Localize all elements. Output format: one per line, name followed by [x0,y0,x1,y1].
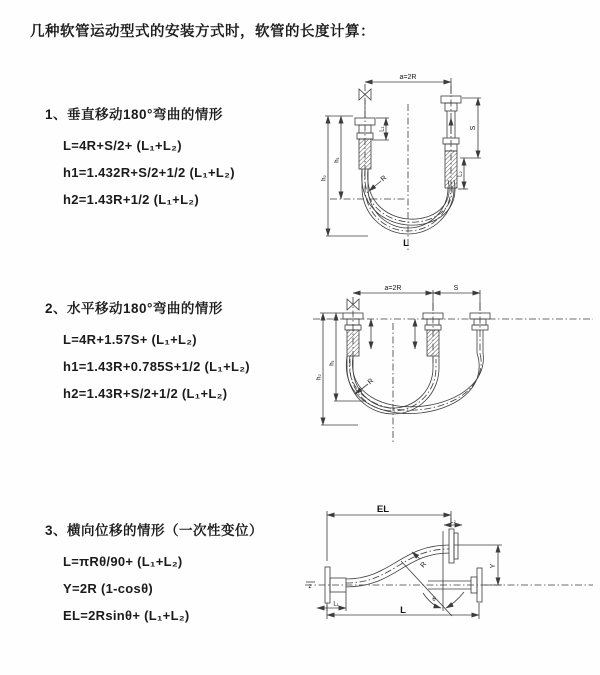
braided-hose-end [445,151,457,188]
dim-label-theta: θ [432,597,436,603]
dim-label-h1: h₁ [334,157,341,163]
dim-label-y: Y [490,563,497,569]
section-3-formula-EL: EL=2Rsinθ+ (L₁+L₂) [63,608,190,623]
section-1-formula-L: L=4R+S/2+ (L₁+L₂) [63,138,182,153]
braided-hose-end [427,330,439,356]
braided-hose-end [347,330,359,356]
dim-label-l2: L₂ [450,518,456,525]
diagram-vertical-180-bend [308,68,598,258]
section-2-formula-h2: h2=1.43R+S/2+1/2 (L₁+L₂) [63,386,228,401]
dim-label-h1: h₁ [329,360,336,366]
section-3-formula-L: L=πRθ/90+ (L₁+L₂) [63,554,183,569]
section-3-heading: 3、横向位移的情形（一次性变位） [45,523,264,538]
dim-label-l1: L₁ [379,126,386,132]
section-2-heading: 2、水平移动180°弯曲的情形 [45,301,223,316]
dim-label-l: L [403,238,409,249]
section-2-formula-h1: h1=1.43R+0.785S+1/2 (L₁+L₂) [63,359,250,374]
dim-label-h2: h₂ [316,374,323,380]
diagram-lateral-displacement [303,503,598,653]
section-3-formula-Y: Y=2R (1-cosθ) [63,581,154,596]
dim-label-l: L [400,605,406,616]
dim-label-r: R [379,174,389,184]
dim-label-l1: L₁ [333,601,339,608]
braided-hose-end [359,139,371,169]
dim-label-s: S [470,125,477,131]
page-title: 几种软管运动型式的安装方式时，软管的长度计算： [30,24,375,40]
left-pipe-assembly [343,313,363,356]
dim-label-h2: h₂ [321,175,328,181]
section-2-formula-L: L=4R+1.57S+ (L₁+L₂) [63,332,197,347]
dim-label-a2r: a=2R [384,285,402,292]
dim-label-el: EL [376,504,390,515]
dim-label-r: R [366,377,376,387]
section-horizontal-move [45,300,320,412]
dim-label-s: S [453,285,459,292]
section-1-formula-h1: h1=1.432R+S/2+1/2 (L₁+L₂) [63,165,235,180]
section-1-formula-h2: h2=1.43R+1/2 (L₁+L₂) [63,192,200,207]
section-vertical-move [45,106,320,218]
dim-label-l2: L₂ [457,171,464,177]
diagram-horizontal-180-bend [308,283,598,453]
angle-construction [401,531,464,616]
section-1-heading: 1、垂直移动180°弯曲的情形 [45,107,223,122]
upper-flange-assembly [449,529,458,563]
dim-label-a2r: a=2R [399,74,417,81]
axis-mark-z: z [308,584,312,590]
section-lateral-displacement [45,522,320,634]
hose-position-outer [346,353,483,414]
dim-label-r: R [419,560,429,570]
